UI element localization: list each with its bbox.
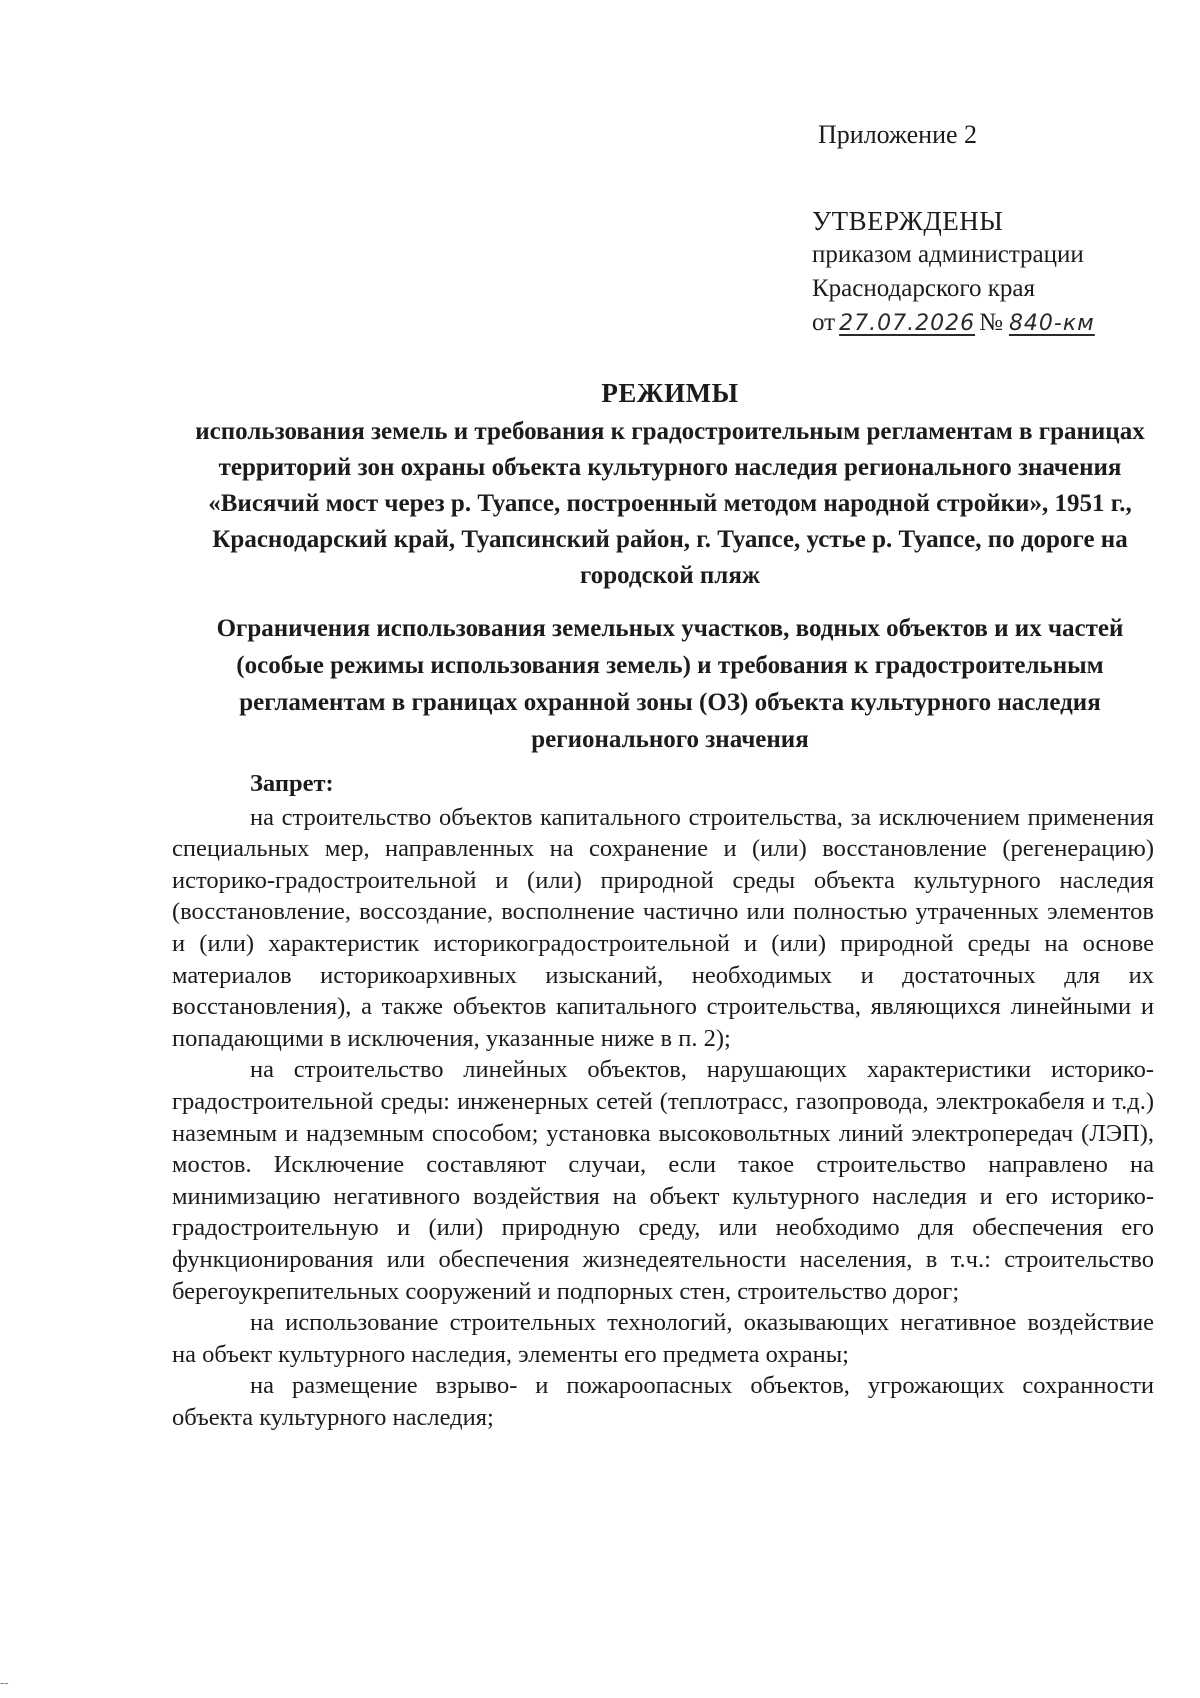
document-title: РЕЖИМЫ <box>601 378 739 408</box>
date-prefix: от <box>812 309 836 336</box>
paragraph-3: на использование строительных технологий, оказывающих негативное воздействие на объект культурного наследия, элементы его предмета охраны; <box>172 1309 1154 1368</box>
ban-label: Запрет: <box>250 770 334 797</box>
appendix-label: Приложение 2 <box>818 120 978 149</box>
order-line-2: Краснодарского края <box>812 275 1035 302</box>
paragraph-1: на строительство объектов капитального строительства, за исключением применения специальных мер, направленных на сохранение и (или) восстановление (регенерацию) историко-градостроительной и (или) природной среды объекта культурного наследия (восстановление, воссоздание, восполнение частично или полностью утраченных элементов и (или) характеристик историкоградостроительной и (или) природной среды на основе материалов историкоархивных изысканий, необходимых и достаточных для их восстановления), а также объектов капитального строительства, являющихся линейными и попадающими в исключения, указанные ниже в п. 2); <box>172 803 1154 1052</box>
approved-label: УТВЕРЖДЕНЫ <box>812 206 1004 236</box>
date-number-line <box>812 306 1152 341</box>
scan-edge-mark: -- <box>0 1676 9 1690</box>
handwritten-date: 27.07.2026 <box>839 311 976 336</box>
document-body <box>172 768 1154 1433</box>
paragraph-2: на строительство линейных объектов, нарушающих характеристики историко-градостроительной среды: инженерных сетей (теплотрасс, газопровода, электрокабеля и т.д.) наземным и надземным способом; установка высоковольтных линий электропередач (ЛЭП), мостов. Исключение составляют случаи, если такое строительство направлено на минимизацию негативного воздействия на объект культурного наследия и его историко-градостроительную и (или) природную среду, или необходимо для обеспечения его функционирования или обеспечения жизнедеятельности населения, в т.ч.: строительство берегоукрепительных сооружений и подпорных стен, строительство дорог; <box>172 1056 1154 1305</box>
approval-block <box>812 118 1152 341</box>
order-line-1: приказом администрации <box>812 241 1084 268</box>
handwritten-number: 840-км <box>1008 311 1095 336</box>
number-prefix: № <box>979 309 1003 336</box>
document-subtitle: использования земель и требования к градостроительным регламентам в границах территорий зон охраны объекта культурного наследия регионального значения «Висячий мост через р. Туапсе, построенный методом народной стройки», 1951 г., Краснодарский край, Туапсинский район, г. Туапсе, устье р. Туапсе, по дороге на городской пляж <box>195 418 1145 589</box>
paragraph-4: на размещение взрыво- и пожароопасных объектов, угрожающих сохранности объекта культурного наследия; <box>172 1372 1154 1431</box>
section-title: Ограничения использования земельных участков, водных объектов и их частей (особые режимы использования земель) и требования к градостроительным регламентам в границах охранной зоны (ОЗ) объекта культурного наследия регионального значения <box>216 615 1124 753</box>
